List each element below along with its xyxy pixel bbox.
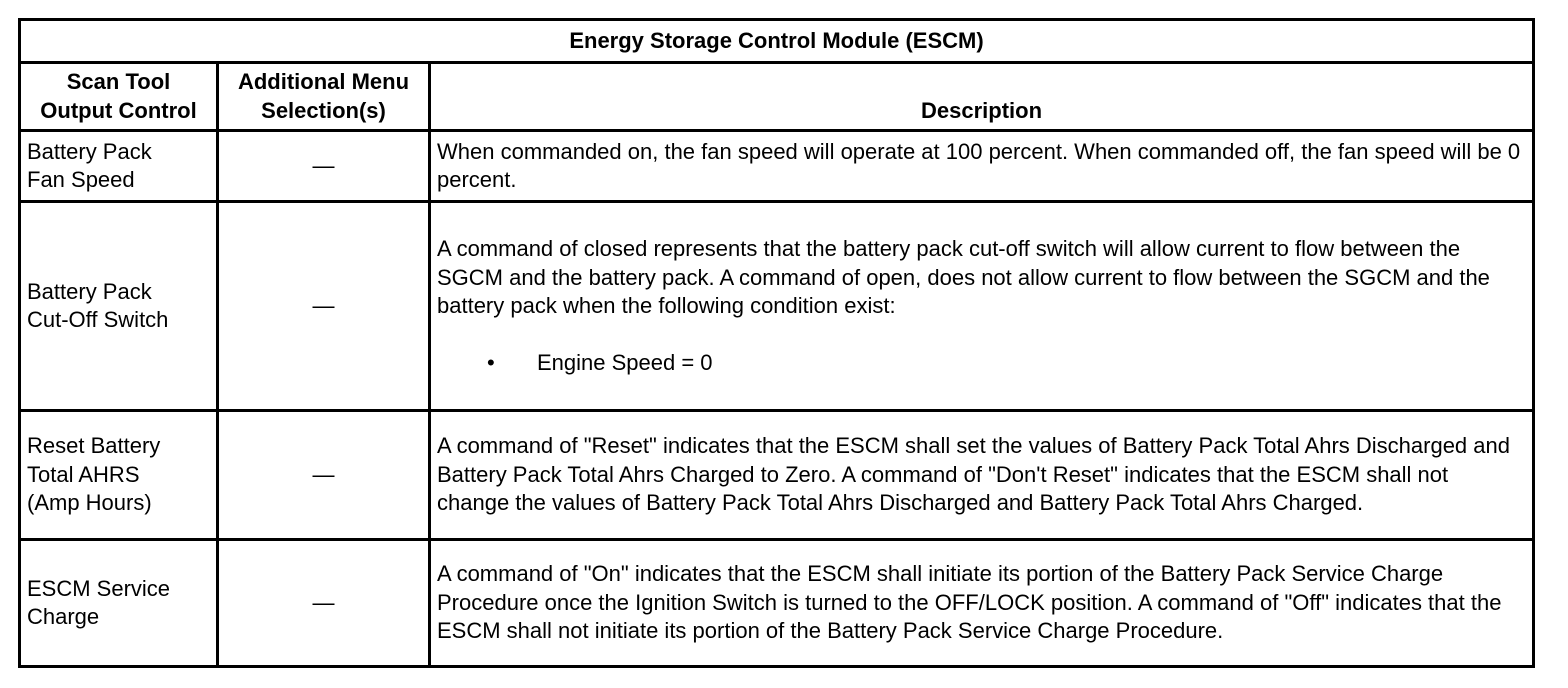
name-line: Total AHRS bbox=[27, 461, 140, 487]
output-control-name bbox=[20, 540, 218, 667]
name-line: Battery Pack bbox=[27, 278, 152, 304]
bullet-icon: • bbox=[487, 349, 495, 375]
output-control-name bbox=[20, 411, 218, 540]
header-description: Description bbox=[430, 63, 1534, 131]
name-line: Fan Speed bbox=[27, 167, 135, 192]
table-row bbox=[20, 411, 1534, 540]
header-col2-line1: Additional Menu bbox=[237, 69, 410, 94]
menu-selection: — bbox=[218, 411, 430, 540]
header-col1-line2: Output Control bbox=[40, 97, 197, 123]
header-col1-line1: Scan Tool bbox=[66, 69, 171, 94]
description-cell: A command of "On" indicates that the ESCM shall initiate its portion of the Battery Pack Service Charge Procedure once the Ignition Switch is turned to the OFF/LOCK position. A command of "Off" indicates that the ESCM shall not initiate its portion of the Battery Pack Service Charge Procedure. bbox=[430, 540, 1534, 667]
header-additional-menu-selections bbox=[218, 63, 430, 131]
escm-output-control-table bbox=[18, 18, 1535, 668]
menu-selection: — bbox=[218, 131, 430, 202]
table-row bbox=[20, 131, 1534, 202]
menu-selection: — bbox=[218, 202, 430, 411]
description-cell bbox=[430, 202, 1534, 411]
description-cell: A command of "Reset" indicates that the ESCM shall set the values of Battery Pack Total Ahrs Discharged and Battery Pack Total Ahrs Charged to Zero. A command of "Don't Reset" indicates that the ESCM shall not change the values of Battery Pack Total Ahrs Discharged and Battery Pack Total Ahrs Charged. bbox=[430, 411, 1534, 540]
table-title-row bbox=[20, 20, 1534, 63]
header-col2-line2: Selection(s) bbox=[261, 97, 386, 123]
output-control-name bbox=[20, 202, 218, 411]
menu-selection: — bbox=[218, 540, 430, 667]
name-line: Charge bbox=[27, 604, 100, 629]
description-text: A command of closed represents that the battery pack cut-off switch will allow current to flow between the SGCM and the battery pack. A command of open, does not allow current to flow between the SGCM and the battery pack when the following condition exist: bbox=[437, 236, 1490, 318]
table-row bbox=[20, 202, 1534, 411]
header-scan-tool-output-control bbox=[20, 63, 218, 131]
table-title: Energy Storage Control Module (ESCM) bbox=[20, 20, 1534, 63]
table-row bbox=[20, 540, 1534, 667]
name-line: Reset Battery bbox=[27, 433, 161, 459]
description-cell: When commanded on, the fan speed will operate at 100 percent. When commanded off, the fan speed will be 0 percent. bbox=[430, 131, 1534, 202]
table-header-row bbox=[20, 63, 1534, 131]
name-line: (Amp Hours) bbox=[27, 490, 152, 516]
name-line: ESCM Service bbox=[27, 575, 171, 601]
name-line: Cut-Off Switch bbox=[27, 307, 169, 332]
condition-list bbox=[437, 349, 1526, 378]
output-control-name bbox=[20, 131, 218, 202]
condition-text: Engine Speed = 0 bbox=[537, 349, 713, 375]
list-item bbox=[487, 349, 1526, 378]
name-line: Battery Pack bbox=[27, 138, 152, 164]
